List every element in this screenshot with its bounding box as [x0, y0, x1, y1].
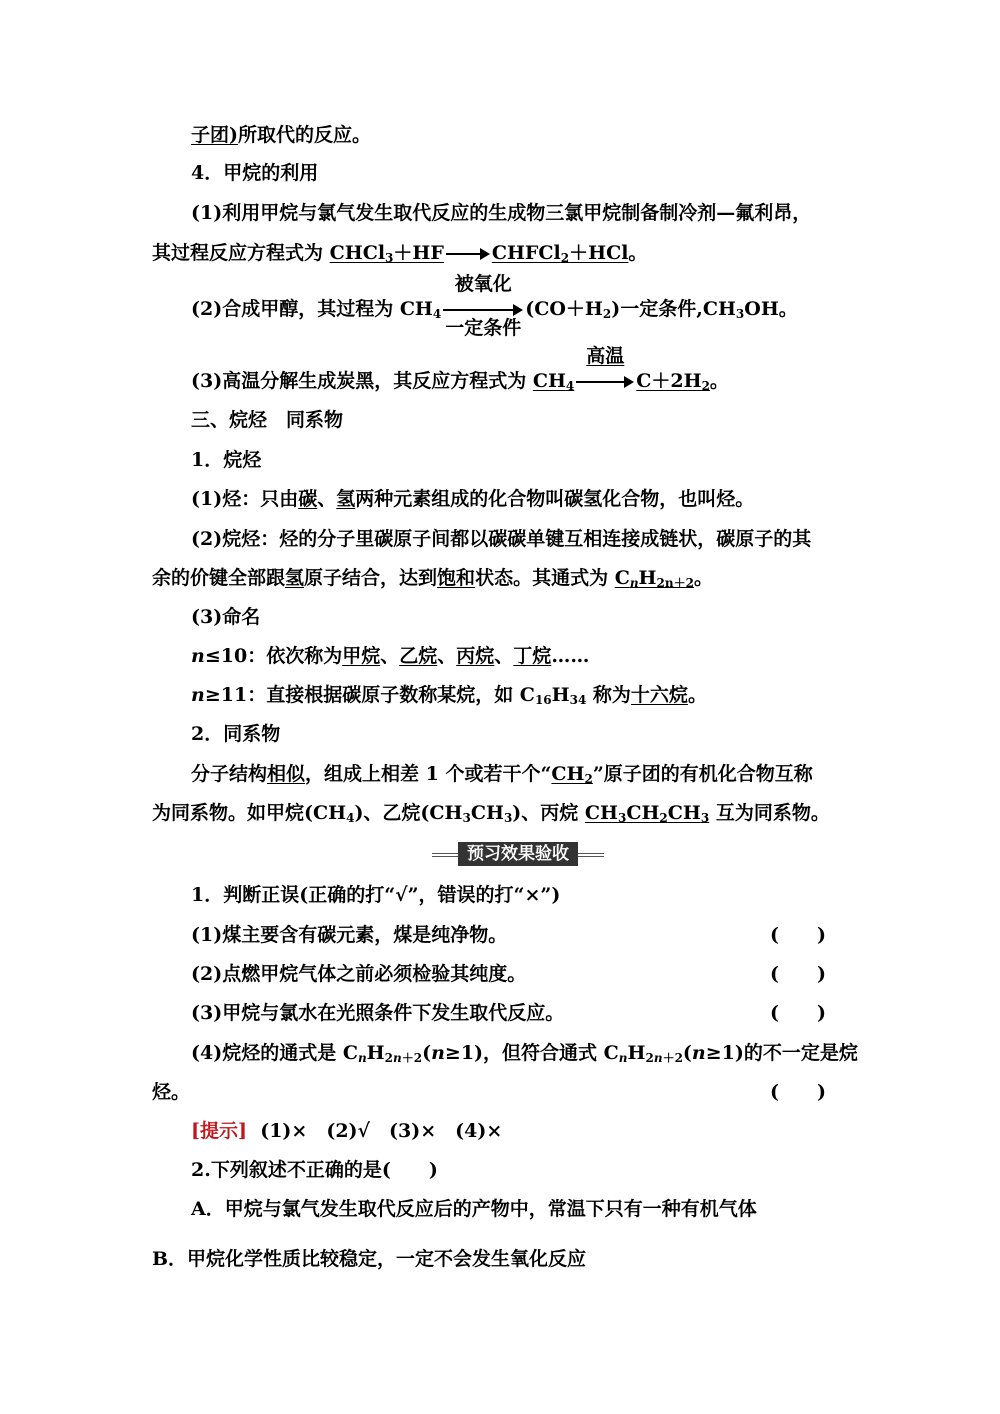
subscript: ＋2 [662, 1051, 683, 1065]
text-segment: 、 [437, 645, 457, 667]
text-segment: H [627, 1042, 646, 1064]
text-segment: 余的价键全部跟 [152, 567, 286, 589]
underlined-answer: 甲烷 [342, 645, 381, 667]
text-segment: ≤10：依次称为 [204, 645, 343, 667]
underlined-answer: 氢 [336, 488, 356, 510]
underlined-answer: $CH_3CH_2CH_3$ [584, 802, 710, 825]
text-segment: 。 [628, 242, 648, 264]
underlined-answer: 饱和 [437, 567, 476, 589]
subscript: 2 [645, 1051, 654, 1065]
exercise-item-1: (1)煤主要含有碳元素，煤是纯净物。 [191, 924, 508, 946]
paragraph-2 [191, 273, 798, 339]
arrow-condition-top: 被氧化 [454, 273, 512, 295]
hint-line [191, 1118, 502, 1144]
equation-right: $C+2H_2$ [636, 370, 710, 393]
variable: n [431, 1042, 445, 1064]
answer-blank[interactable]: ( ) [770, 1002, 826, 1024]
text-segment: 分子结构 [191, 763, 268, 785]
answer-blank[interactable]: ( ) [770, 924, 826, 946]
text-segment: OH。 [744, 298, 798, 320]
text-segment: 互为同系物。 [709, 802, 830, 824]
underlined-answer: 十六烷 [630, 684, 688, 706]
text-segment: 两种元素组成的化合物叫碳氢化合物，也叫烃。 [355, 488, 755, 510]
exercise-title: 1．判断正误(正确的打“√”，错误的打“×”) [191, 884, 561, 906]
arrow-condition-top: 高温 [586, 345, 625, 367]
text-line-1 [191, 122, 371, 148]
paragraph-3 [191, 345, 729, 395]
arrow-condition-bottom: 一定条件 [445, 317, 522, 339]
underlined-answer: $CH_2$ [551, 763, 593, 786]
underlined-answer: 丁烷 [513, 645, 552, 667]
definition-homolog-cont [152, 800, 830, 826]
banner-rule-left [432, 853, 458, 857]
text-segment: 为同系物。如甲烷(CH [152, 802, 347, 824]
subheading-alkane: 1．烷烃 [191, 449, 262, 471]
text-segment: ，组成上相差 1 个或若干个“ [305, 763, 552, 785]
hint-answers: (1)× (2)√ (3)× (4)× [260, 1120, 503, 1142]
heading-4: 4．甲烷的利用 [191, 162, 319, 184]
text-segment: 、 [380, 645, 400, 667]
equation-left: CHCl$_3$＋HF [329, 242, 444, 265]
hint-label: [提示] [191, 1120, 247, 1142]
text-segment: H [551, 684, 570, 706]
text-segment: 。 [693, 567, 713, 589]
text-segment: ≥11：直接根据碳原子数称某烷，如 C [204, 684, 535, 706]
text-segment: )、丙烷 [512, 802, 585, 824]
subscript: 16 [534, 693, 552, 707]
question-2-option-b[interactable]: B．甲烷化学性质比较稳定，一定不会发生氧化反应 [152, 1248, 587, 1270]
subscript: 34 [569, 693, 587, 707]
subscript: 3 [462, 811, 471, 825]
exercise-item-3: (3)甲烷与氯水在光照条件下发生取代反应。 [191, 1002, 565, 1024]
text-segment: ≥1)的不一定是烷 [705, 1042, 858, 1064]
underlined-answer: 子团) [191, 124, 238, 146]
text-segment: 所取代的反应。 [238, 124, 372, 146]
reaction-arrow-with-conditions [443, 273, 523, 339]
underlined-answer: 乙烷 [399, 645, 438, 667]
definition-homolog [191, 761, 813, 787]
definition-alkane-cont [152, 565, 713, 591]
text-segment: 、 [494, 645, 514, 667]
text-segment: (4)烷烃的通式是 C [191, 1042, 358, 1064]
text-segment: 、 [317, 488, 337, 510]
text-segment: 称为 [586, 684, 631, 706]
text-segment: …… [551, 645, 590, 667]
variable: n [191, 684, 205, 706]
naming-heading: (3)命名 [191, 606, 261, 628]
exercise-item-2: (2)点燃甲烷气体之前必须检验其纯度。 [191, 963, 527, 985]
text-segment: 原子结合，达到 [304, 567, 438, 589]
text-segment: H [366, 1042, 385, 1064]
text-segment: 其过程反应方程式为 [152, 242, 330, 264]
text-segment: (3)高温分解生成炭黑，其反应方程式为 [191, 370, 533, 392]
text-segment: 状态。其通式为 [475, 567, 615, 589]
text-segment: ( [682, 1042, 692, 1064]
reaction-arrow-icon [446, 245, 490, 263]
text-segment: (2)合成甲醇，其过程为 CH [191, 298, 433, 320]
answer-blank[interactable]: ( ) [770, 1081, 826, 1103]
underlined-answer: 氢 [285, 567, 305, 589]
answer-blank[interactable]: ( ) [770, 963, 826, 985]
naming-rule-2 [191, 682, 707, 708]
text-segment: (CO＋H [525, 298, 603, 320]
exercise-item-4 [191, 1040, 858, 1066]
text-segment: (1)烃：只由 [191, 488, 299, 510]
text-segment: )、乙烷(CH [354, 802, 463, 824]
section-banner [432, 842, 604, 866]
variable: n [357, 1051, 367, 1065]
underlined-answer: 相似 [267, 763, 306, 785]
subscript: ＋2 [401, 1051, 423, 1065]
exercise-item-4-cont: 烃。 [152, 1081, 191, 1103]
definition-alkane: (2)烷烃：烃的分子里碳原子间都以碳碳单键互相连接成链状，碳原子的其 [191, 528, 812, 550]
subscript: 3 [735, 307, 745, 321]
underlined-answer: 丙烷 [456, 645, 495, 667]
variable: n [191, 645, 205, 667]
subscript: 3 [503, 811, 513, 825]
equation-left: $CH_4$ [532, 370, 575, 393]
variable: n [691, 1042, 706, 1064]
text-segment: CH [470, 802, 504, 824]
banner-label: 预习效果验收 [458, 842, 578, 866]
general-formula: $C_nH_{2n+2}$ [614, 567, 694, 590]
reaction-arrow-with-conditions [576, 345, 634, 395]
text-segment: ”原子团的有机化合物互称 [592, 763, 813, 785]
question-2-option-a[interactable]: A．甲烷与氯气发生取代反应后的产物中，常温下只有一种有机气体 [191, 1198, 757, 1220]
subscript: 4 [346, 811, 355, 825]
paragraph-1-equation [152, 240, 647, 266]
text-segment: ( [422, 1042, 432, 1064]
variable: n [392, 1051, 402, 1065]
subscript: 2 [384, 1051, 393, 1065]
variable: n [653, 1051, 663, 1065]
subscript: 4 [432, 307, 442, 321]
text-segment: 。 [687, 684, 707, 706]
subheading-homolog: 2．同系物 [191, 723, 281, 745]
subscript: 2 [602, 307, 612, 321]
equation-right: CHFCl$_2$＋HCl [491, 242, 629, 265]
naming-rule-1 [191, 643, 589, 669]
section-heading: 三、烷烃 同系物 [191, 409, 344, 431]
question-2-stem: 2.下列叙述不正确的是( ) [191, 1159, 438, 1181]
text-segment: )一定条件,CH [611, 298, 736, 320]
text-segment: 。 [709, 370, 729, 392]
underlined-answer: 碳 [298, 488, 318, 510]
text-segment: ≥1)，但符合通式 C [444, 1042, 619, 1064]
paragraph-1: (1)利用甲烷与氯气发生取代反应的生成物三氯甲烷制备制冷剂—氟利昂， [191, 202, 812, 224]
banner-rule-right [578, 853, 604, 857]
definition-hydrocarbon [191, 486, 754, 512]
variable: n [618, 1051, 628, 1065]
